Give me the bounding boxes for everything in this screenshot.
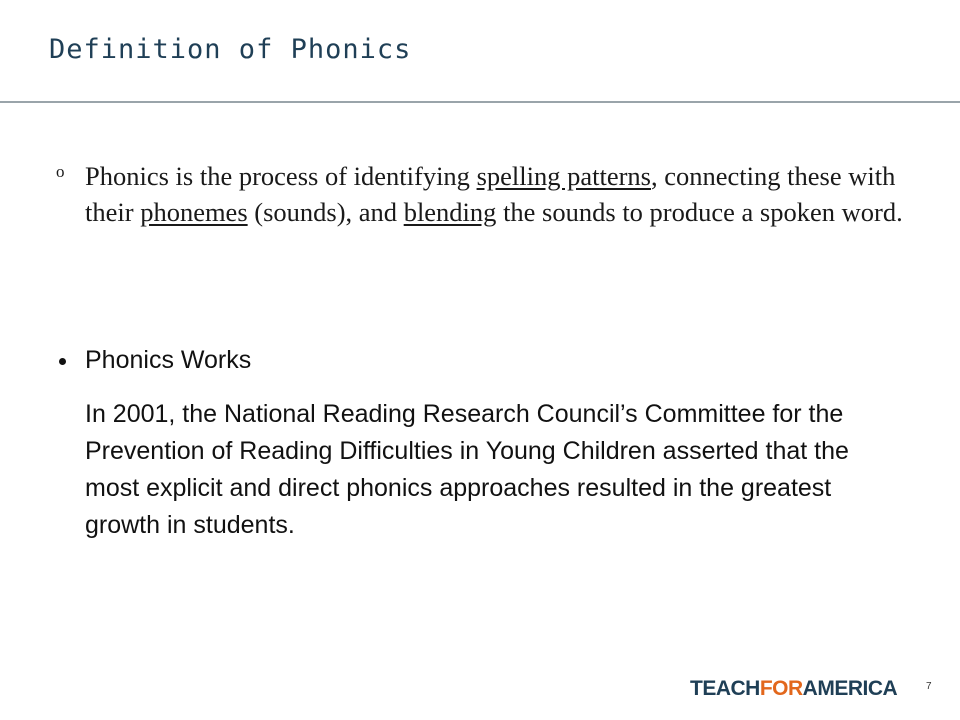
definition-text-4: the sounds to produce a spoken word.	[496, 197, 903, 227]
bullet-marker-o: o	[56, 162, 65, 181]
logo-text-teach: TEACH	[690, 677, 760, 700]
phonics-works-paragraph: In 2001, the National Reading Research Council’s Committee for the Prevention of Reading Difficulties in Young Children asserted that the most explicit and direct phonics approaches resulted in the greatest growth in students.	[85, 400, 849, 539]
definition-text-1: Phonics is the process of identifying	[85, 161, 477, 191]
phonics-works-heading: Phonics Works	[85, 346, 252, 374]
bullet-dot	[59, 358, 66, 365]
page-number: 7	[926, 681, 932, 692]
title-divider	[0, 101, 960, 103]
term-blending: blending	[403, 197, 497, 227]
definition-text-2: , connecting these with their	[85, 161, 896, 227]
teach-for-america-logo	[690, 677, 897, 701]
logo-text-for: FOR	[759, 677, 803, 700]
definition-text-3: (sounds), and	[247, 197, 404, 227]
definition-paragraph	[85, 158, 915, 230]
term-spelling-patterns: spelling patterns	[476, 161, 651, 191]
logo-text-america: AMERICA	[802, 677, 898, 700]
term-phonemes: phonemes	[140, 197, 248, 227]
slide-title: Definition of Phonics	[49, 34, 412, 65]
